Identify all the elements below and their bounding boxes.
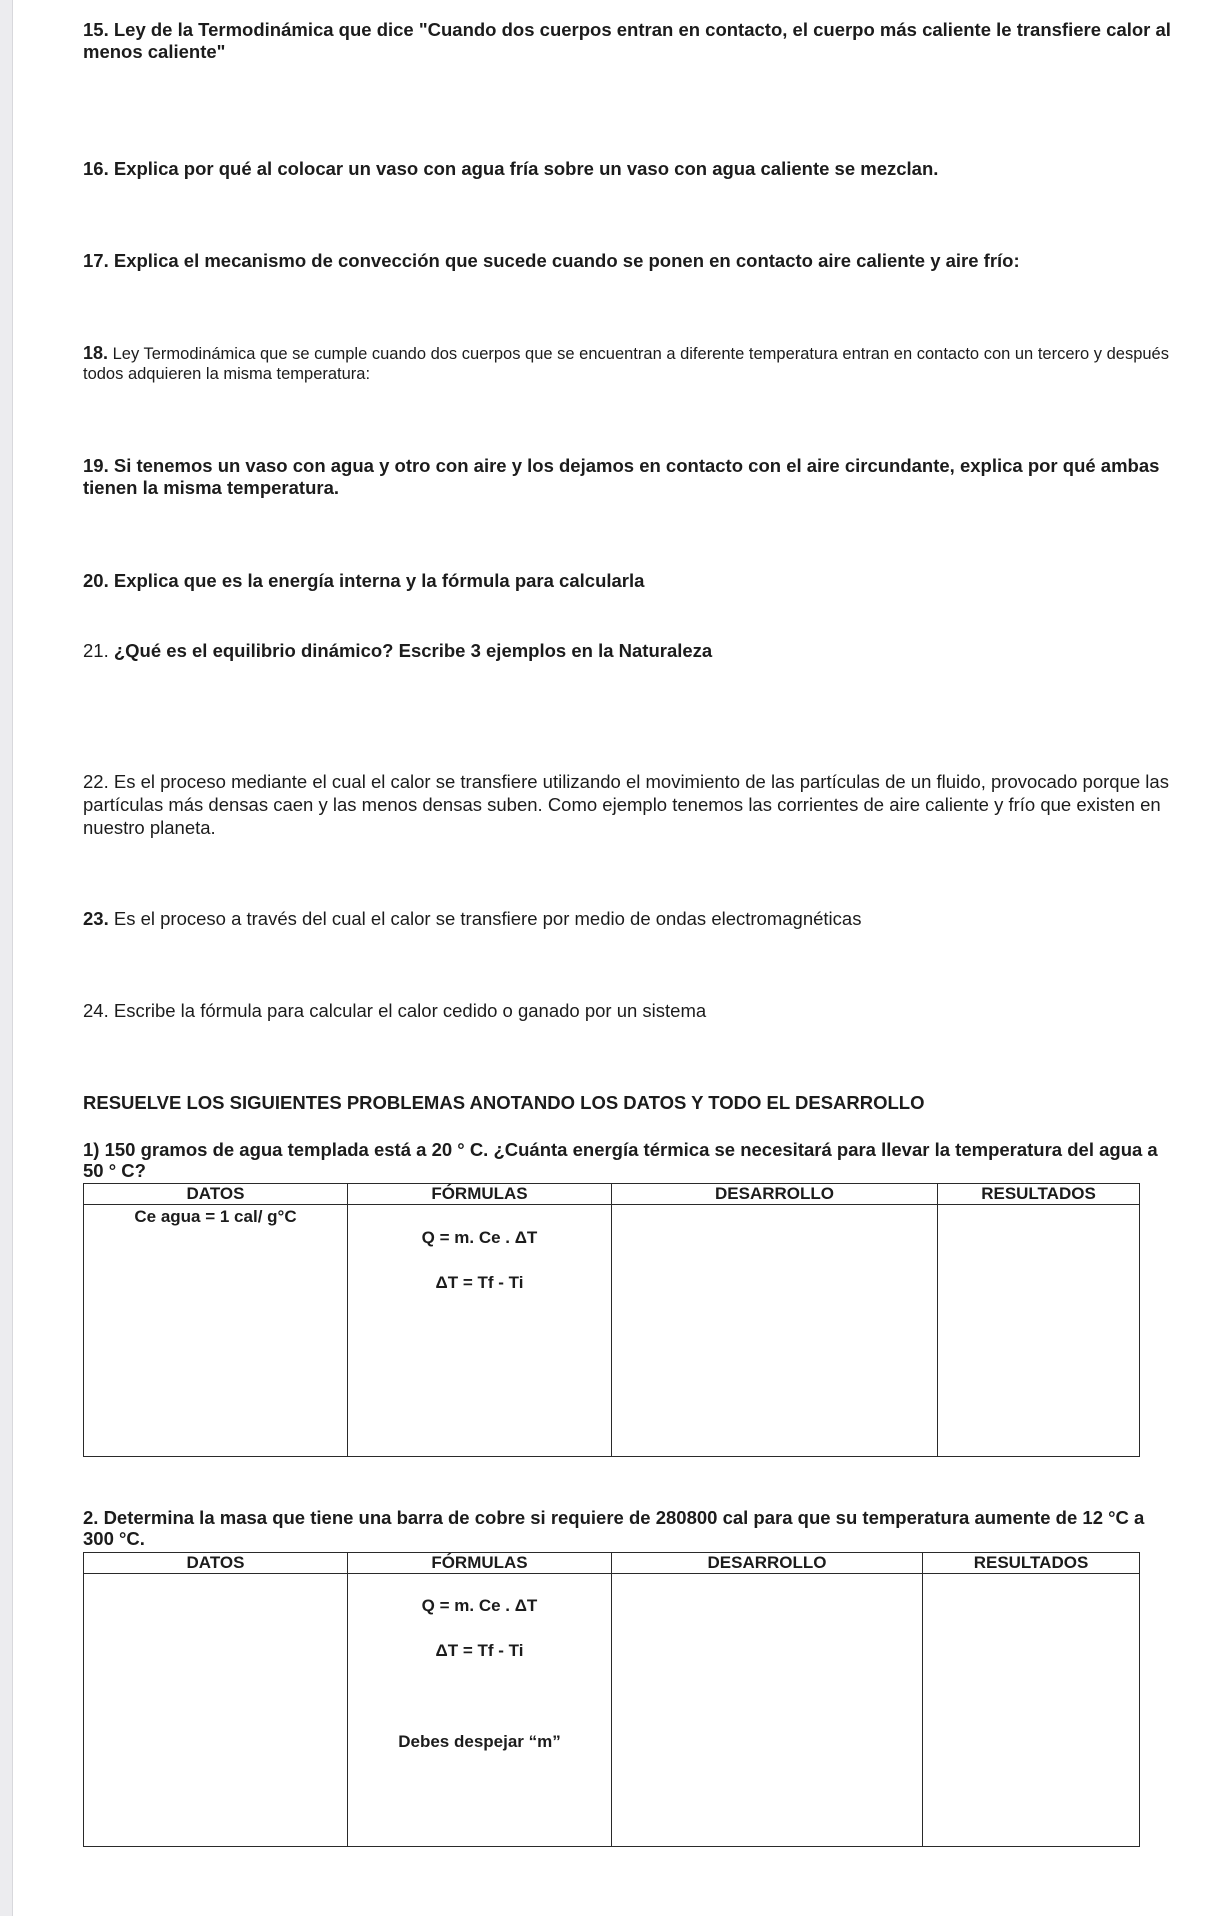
problem-1-statement: 1) 150 gramos de agua templada está a 20 ° C. ¿Cuánta energía térmica se necesitará para llevar la temperatura del agua a 50 ° C? xyxy=(83,1139,1158,1181)
question-16: 16. Explica por qué al colocar un vaso con agua fría sobre un vaso con agua caliente se mezclan. xyxy=(83,158,939,179)
question-24: 24. Escribe la fórmula para calcular el calor cedido o ganado por un sistema xyxy=(83,1000,707,1021)
question-21-number: 21. xyxy=(83,640,114,661)
problem-2-body-row xyxy=(84,1574,1140,1847)
problem-1-body-row xyxy=(84,1205,1140,1457)
formula-delta-t: ΔT = Tf - Ti xyxy=(435,1273,524,1292)
header-formulas: FÓRMULAS xyxy=(348,1184,612,1205)
problem-2-statement: 2. Determina la masa que tiene una barra de cobre si requiere de 280800 cal para que su temperatura aumente de 12 °C a 300 °C. xyxy=(83,1507,1145,1549)
question-18-number: 18. xyxy=(83,343,109,363)
header-resultados: RESULTADOS xyxy=(923,1553,1140,1574)
question-19: 19. Si tenemos un vaso con agua y otro con aire y los dejamos en contacto con el aire circundante, explica por qué ambas tienen la misma temperatura. xyxy=(83,455,1160,498)
problem-2-table xyxy=(83,1552,1140,1847)
formula-q: Q = m. Ce . ΔT xyxy=(421,1596,538,1615)
resultados-cell[interactable] xyxy=(923,1574,1140,1847)
datos-cell[interactable] xyxy=(84,1574,348,1847)
question-18 xyxy=(83,343,1173,384)
desarrollo-cell[interactable] xyxy=(612,1574,923,1847)
question-21 xyxy=(83,640,1173,662)
header-resultados: RESULTADOS xyxy=(938,1184,1140,1205)
header-desarrollo: DESARROLLO xyxy=(612,1184,938,1205)
datos-cell[interactable] xyxy=(84,1205,348,1457)
resultados-cell[interactable] xyxy=(938,1205,1140,1457)
question-20: 20. Explica que es la energía interna y la fórmula para calcularla xyxy=(83,570,645,591)
question-17: 17. Explica el mecanismo de convección que sucede cuando se ponen en contacto aire caliente y aire frío: xyxy=(83,250,1020,271)
question-23-text: Es el proceso a través del cual el calor se transfiere por medio de ondas electromagnéticas xyxy=(108,908,862,929)
question-18-text: Ley Termodinámica que se cumple cuando dos cuerpos que se encuentran a diferente temperatura entran en contacto con un tercero y después todos adquieren la misma temperatura: xyxy=(83,345,1169,383)
problem-2-header-row xyxy=(84,1553,1140,1574)
header-datos: DATOS xyxy=(84,1553,348,1574)
question-15: 15. Ley de la Termodinámica que dice "Cuando dos cuerpos entran en contacto, el cuerpo más caliente le transfiere calor al menos caliente" xyxy=(83,19,1171,62)
problem-1-table xyxy=(83,1183,1140,1457)
header-formulas: FÓRMULAS xyxy=(348,1553,612,1574)
formula-q: Q = m. Ce . ΔT xyxy=(421,1228,538,1247)
question-21-text: ¿Qué es el equilibrio dinámico? Escribe 3 ejemplos en la Naturaleza xyxy=(113,640,713,661)
formula-delta-t: ΔT = Tf - Ti xyxy=(435,1641,524,1660)
despejar-note: Debes despejar “m” xyxy=(398,1732,561,1751)
question-22: 22. Es el proceso mediante el cual el calor se transfiere utilizando el movimiento de las partículas de un fluido, provocado porque las partículas más densas caen y las menos densas suben. Como ejemplo tenemos las corrientes de aire caliente y frío que existen en nuestro planeta. xyxy=(83,771,1169,838)
desarrollo-cell[interactable] xyxy=(612,1205,938,1457)
formulas-cell[interactable] xyxy=(348,1205,612,1457)
header-desarrollo: DESARROLLO xyxy=(612,1553,923,1574)
problem-1-header-row xyxy=(84,1184,1140,1205)
question-23-number: 23. xyxy=(83,908,109,929)
section-title: RESUELVE LOS SIGUIENTES PROBLEMAS ANOTANDO LOS DATOS Y TODO EL DESARROLLO xyxy=(83,1092,925,1113)
question-23 xyxy=(83,908,1173,930)
datos-ce-agua: Ce agua = 1 cal/ g°C xyxy=(134,1207,297,1226)
header-datos: DATOS xyxy=(84,1184,348,1205)
formulas-cell[interactable] xyxy=(348,1574,612,1847)
